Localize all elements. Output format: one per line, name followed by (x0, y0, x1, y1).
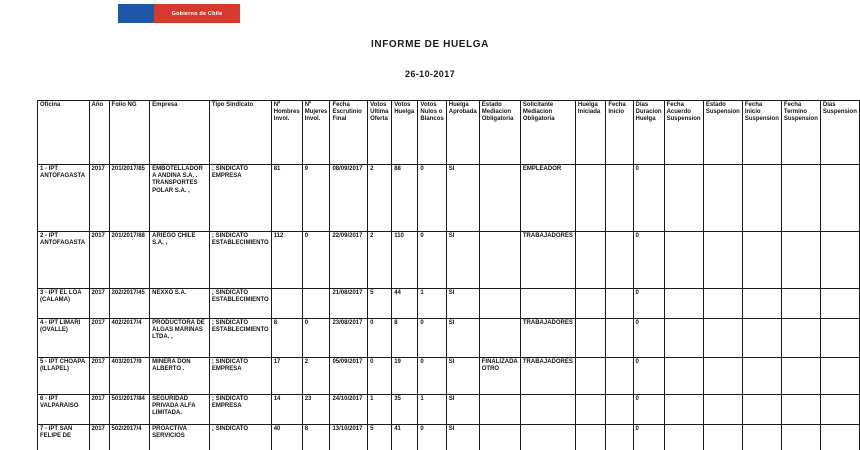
table-cell: 502/2017/4 (109, 425, 150, 450)
table-cell: PRODUCTORA DE ALGAS MARINAS LTDA. , (150, 319, 210, 358)
table-cell (575, 289, 605, 319)
huelga-table (37, 100, 860, 450)
table-cell (781, 319, 820, 358)
table-cell: 0 (633, 232, 664, 289)
table-cell (820, 289, 859, 319)
table-cell (781, 165, 820, 232)
table-cell: 41 (392, 425, 418, 450)
table-cell: 0 (368, 358, 392, 395)
table-cell: SI (446, 319, 479, 358)
table-cell: SI (446, 165, 479, 232)
table-cell: 0 (418, 165, 446, 232)
table-cell: 2017 (89, 319, 109, 358)
column-header: Nº Hombres Invol. (271, 101, 302, 165)
table-cell: 0 (633, 425, 664, 450)
table-cell (703, 232, 742, 289)
table-cell (742, 319, 781, 358)
table-cell: 8 (271, 319, 302, 358)
table-cell: 5 (368, 425, 392, 450)
table-cell: SI (446, 289, 479, 319)
table-cell (781, 425, 820, 450)
table-cell: NEXXO S.A. (150, 289, 210, 319)
column-header: Oficina (38, 101, 90, 165)
table-cell: 202/2017/45 (109, 289, 150, 319)
table-cell (664, 395, 703, 425)
table-cell: 1 (418, 289, 446, 319)
logo-text: Gobierno de Chile (171, 10, 223, 17)
column-header: Fecha Escrutinio Final (330, 101, 368, 165)
table-cell (820, 358, 859, 395)
table-cell: ; SINDICATO ESTABLECIMIENTO (209, 232, 271, 289)
table-cell: 7 - IPT SAN FELIPE DE (38, 425, 90, 450)
table-cell: 40 (271, 425, 302, 450)
column-header: Fecha Inicio Suspension (742, 101, 781, 165)
flag-blue-block (118, 4, 154, 23)
table-cell (703, 425, 742, 450)
table-cell: 2 - IPT ANTOFAGASTA (38, 232, 90, 289)
table-cell: ; SINDICATO (209, 425, 271, 450)
table-cell (742, 358, 781, 395)
table-cell: 05/09/2017 (330, 358, 368, 395)
table-cell: 0 (633, 289, 664, 319)
table-cell: 5 (368, 289, 392, 319)
table-cell: SEGURIDAD PRIVADA ALFA LIMITADA. (150, 395, 210, 425)
column-header: Votos Nulos o Blancos (418, 101, 446, 165)
column-header: Votos Ultima Oferta (368, 101, 392, 165)
column-header: Tipo Sindicato (209, 101, 271, 165)
table-cell: 2017 (89, 232, 109, 289)
table-cell: 2 (302, 358, 330, 395)
table-row (38, 395, 860, 425)
table-cell (575, 165, 605, 232)
table-cell: EMBOTELLADORA ANDINA S.A. . TRANSPORTES POLAR S.A. , (150, 165, 210, 232)
table-cell: TRABAJADORES (520, 319, 575, 358)
table-cell: 9 (302, 165, 330, 232)
report-date: 26-10-2017 (404, 69, 456, 79)
table-cell: 0 (302, 232, 330, 289)
table-cell (479, 425, 520, 450)
table-cell (703, 395, 742, 425)
table-cell: 35 (392, 395, 418, 425)
table-row (38, 232, 860, 289)
column-header: Huelga Aprobada (446, 101, 479, 165)
table-cell (479, 165, 520, 232)
column-header: Fecha Acuerdo Suspension (664, 101, 703, 165)
table-cell: 2017 (89, 395, 109, 425)
table-cell (575, 232, 605, 289)
table-cell: 2 (368, 232, 392, 289)
table-cell: 1 - IPT ANTOFAGASTA (38, 165, 90, 232)
table-cell: 13/10/2017 (330, 425, 368, 450)
table-cell: MINERA DON ALBERTO . (150, 358, 210, 395)
table-cell: TRABAJADORES (520, 232, 575, 289)
table-cell: 6 - IPT VALPARAISO (38, 395, 90, 425)
table-cell (820, 319, 859, 358)
table-cell: 2017 (89, 165, 109, 232)
table-cell: ARIEGO CHILE S.A. , (150, 232, 210, 289)
table-cell (781, 358, 820, 395)
table-cell: 501/2017/84 (109, 395, 150, 425)
table-cell (520, 395, 575, 425)
table-cell: 402/2017/4 (109, 319, 150, 358)
table-cell: 0 (418, 319, 446, 358)
table-cell (664, 232, 703, 289)
table-cell (271, 289, 302, 319)
table-cell: 0 (418, 232, 446, 289)
table-cell: 22/09/2017 (330, 232, 368, 289)
table-cell: 0 (633, 165, 664, 232)
table-cell (742, 425, 781, 450)
table-cell: 201/2017/88 (109, 232, 150, 289)
table-cell (820, 165, 859, 232)
table-cell (606, 425, 633, 450)
table-cell (781, 232, 820, 289)
table-cell (664, 319, 703, 358)
table-cell: SI (446, 232, 479, 289)
table-cell (520, 289, 575, 319)
table-row (38, 289, 860, 319)
table-cell: ; SINDICATO ESTABLECIMIENTO (209, 289, 271, 319)
table-cell: TRABAJADORES (520, 358, 575, 395)
table-cell: 2017 (89, 425, 109, 450)
column-header: Días Suspension (820, 101, 859, 165)
table-cell (820, 232, 859, 289)
table-cell (820, 395, 859, 425)
table-cell (781, 395, 820, 425)
table-cell: ; SINDICATO EMPRESA (209, 358, 271, 395)
column-header: Huelga Iniciada (575, 101, 605, 165)
table-cell (606, 165, 633, 232)
table-row (38, 425, 860, 450)
table-cell: 44 (392, 289, 418, 319)
table-cell: 2017 (89, 358, 109, 395)
table-row (38, 319, 860, 358)
table-cell: 0 (368, 319, 392, 358)
table-cell: 19 (392, 358, 418, 395)
table-cell: 0 (302, 319, 330, 358)
table-cell: SI (446, 395, 479, 425)
table-cell: 23/08/2017 (330, 319, 368, 358)
table-cell (575, 358, 605, 395)
column-header: Folio NG (109, 101, 150, 165)
table-cell (742, 165, 781, 232)
column-header: Año (89, 101, 109, 165)
table-row (38, 165, 860, 232)
table-cell (479, 289, 520, 319)
table-cell: 110 (392, 232, 418, 289)
column-header: Nº Mujeres Invol. (302, 101, 330, 165)
table-cell: PROACTIVA SERVICIOS (150, 425, 210, 450)
table-cell: 201/2017/85 (109, 165, 150, 232)
flag-red-block (154, 4, 240, 23)
table-cell (742, 395, 781, 425)
table-cell: SI (446, 425, 479, 450)
table-cell: 88 (392, 165, 418, 232)
table-cell: 4 - IPT LIMARI (OVALLE) (38, 319, 90, 358)
column-header: Votos Huelga (392, 101, 418, 165)
column-header: Fecha Termino Suspension (781, 101, 820, 165)
table-cell: 17 (271, 358, 302, 395)
table-cell: 0 (418, 425, 446, 450)
table-cell (703, 165, 742, 232)
column-header: Días Duracion Huelga (633, 101, 664, 165)
table-cell: 21/08/2017 (330, 289, 368, 319)
table-cell (606, 319, 633, 358)
table-cell (703, 358, 742, 395)
table-cell: 403/2017/9 (109, 358, 150, 395)
column-header: Estado Suspension (703, 101, 742, 165)
table-cell (820, 425, 859, 450)
table-cell (479, 395, 520, 425)
table-cell: 23 (302, 395, 330, 425)
table-cell (520, 425, 575, 450)
table-cell (742, 289, 781, 319)
table-cell: ; SINDICATO EMPRESA (209, 395, 271, 425)
table-cell (606, 232, 633, 289)
table-cell (479, 232, 520, 289)
table-cell: 8 (302, 425, 330, 450)
table-cell (606, 358, 633, 395)
column-header: Estado Mediacion Obligatoria (479, 101, 520, 165)
table-cell (479, 319, 520, 358)
table-cell: 0 (633, 319, 664, 358)
table-cell (606, 395, 633, 425)
column-header: Solicitante Mediacion Obligatoria (520, 101, 575, 165)
table-cell: 81 (271, 165, 302, 232)
table-cell: 2 (368, 165, 392, 232)
page-title: INFORME DE HUELGA (371, 39, 489, 50)
table-cell (575, 319, 605, 358)
table-cell: FINALIZADA OTRO (479, 358, 520, 395)
table-cell (664, 358, 703, 395)
table-cell: 8 (392, 319, 418, 358)
table-cell: 112 (271, 232, 302, 289)
table-cell: 08/09/2017 (330, 165, 368, 232)
table-cell: ; SINDICATO ESTABLECIMIENTO (209, 319, 271, 358)
header-row (38, 101, 860, 165)
table-cell (575, 395, 605, 425)
table-cell: 2017 (89, 289, 109, 319)
table-row (38, 358, 860, 395)
table-cell (703, 289, 742, 319)
table-cell (742, 232, 781, 289)
column-header: Empresa (150, 101, 210, 165)
table-cell (703, 319, 742, 358)
table-cell (664, 289, 703, 319)
table-cell: ; SINDICATO EMPRESA (209, 165, 271, 232)
table-cell: 0 (633, 395, 664, 425)
table-cell (664, 165, 703, 232)
table-cell: 0 (633, 358, 664, 395)
table-cell: 0 (418, 358, 446, 395)
column-header: Fecha Inicio (606, 101, 633, 165)
table-cell: EMPLEADOR (520, 165, 575, 232)
table-cell: 1 (368, 395, 392, 425)
table-cell (664, 425, 703, 450)
gobierno-de-chile-logo (118, 4, 240, 23)
table-cell (575, 425, 605, 450)
table-cell: 5 - IPT CHOAPA (ILLAPEL) (38, 358, 90, 395)
table-cell (781, 289, 820, 319)
table-cell: 1 (418, 395, 446, 425)
table-cell (302, 289, 330, 319)
table-cell: 3 - IPT EL LOA (CALAMA) (38, 289, 90, 319)
table-cell: SI (446, 358, 479, 395)
table-cell: 24/10/2017 (330, 395, 368, 425)
table-cell (606, 289, 633, 319)
table-cell: 14 (271, 395, 302, 425)
